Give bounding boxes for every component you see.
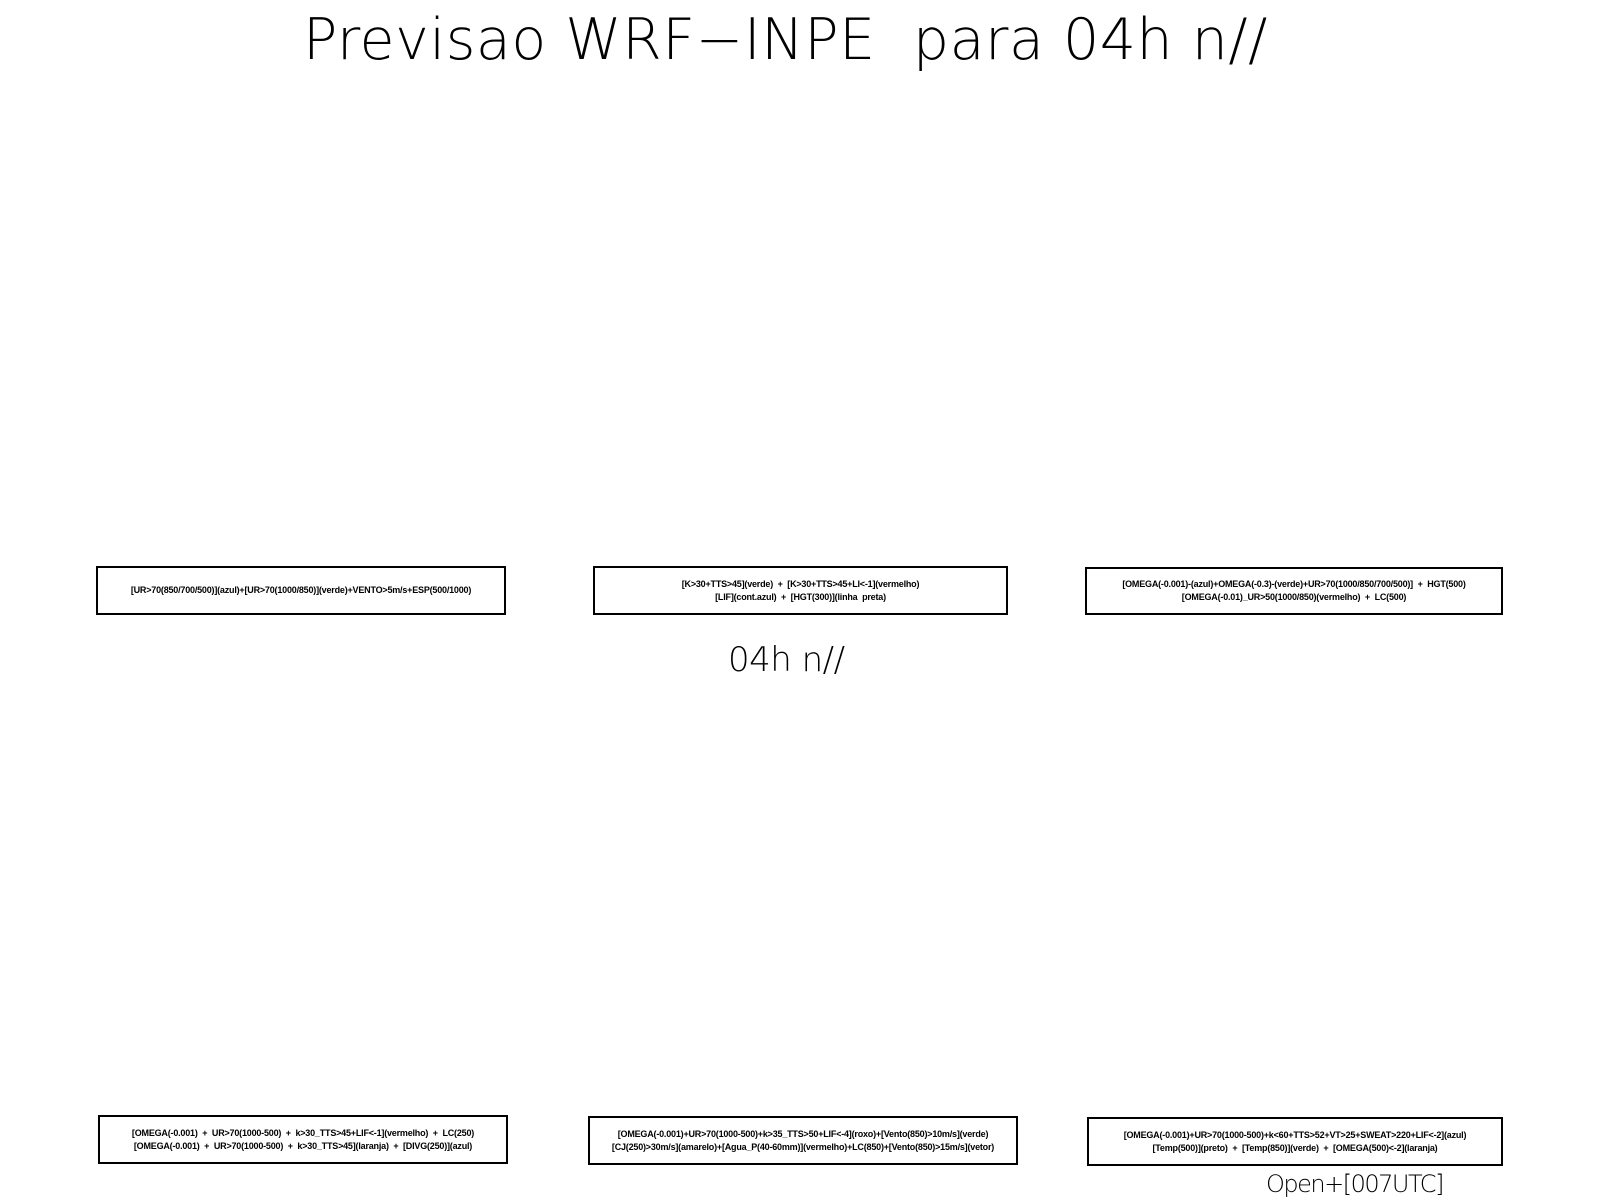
legend-box-bottom-left [98, 1115, 508, 1164]
legend-line: [LIF](cont.azul) + [HGT(300)](linha preta) [715, 591, 886, 602]
legend-box-bottom-center [588, 1116, 1018, 1165]
legend-line: [OMEGA(-0.01)_UR>50(1000/850)(vermelho) + LC(500) [1181, 592, 1407, 602]
legend-line: [UR>70(850/700/500)](azul)+[UR>70(1000/850)](verde)+VENTO>5m/s+ESP(500/1000) [130, 585, 472, 595]
legend-box-top-right [1085, 567, 1503, 615]
legend-line: [OMEGA(-0.001)+UR>70(1000-500)+k>35_TTS>50+LIF<-4](roxo)+[Vento(850)>10m/s](verde) [617, 1128, 989, 1139]
legend-box-top-center [593, 566, 1008, 615]
page-title: Previsao WRF−INPE para 04h n// [303, 7, 1268, 73]
legend-line: [Temp(500)](preto) + [Temp(850)](verde) + [OMEGA(500)<-2](laranja) [1152, 1142, 1438, 1153]
run-time-label: Open+[007UTC] [1266, 1170, 1443, 1198]
legend-box-bottom-right [1087, 1117, 1503, 1166]
forecast-hour-label: 04h n// [728, 640, 845, 680]
legend-line: [OMEGA(-0.001) + UR>70(1000-500) + k>30_TTS>45](laranja) + [DIVG(250)](azul) [133, 1140, 473, 1151]
legend-line: [OMEGA(-0.001) + UR>70(1000-500) + k>30_TTS>45+LIF<-1](vermelho) + LC(250) [131, 1127, 475, 1138]
legend-line: [OMEGA(-0.001)+UR>70(1000-500)+k<60+TTS>52+VT>25+SWEAT>220+LIF<-2](azul) [1123, 1129, 1467, 1140]
legend-box-top-left [96, 566, 506, 615]
legend-line: [OMEGA(-0.001)-(azul)+OMEGA(-0.3)-(verde)+UR>70(1000/850/700/500)] + HGT(500) [1122, 579, 1466, 589]
legend-line: [K>30+TTS>45](verde) + [K>30+TTS>45+LI<-1](vermelho) [681, 578, 920, 589]
legend-line: [CJ(250)>30m/s](amarelo)+[Agua_P(40-60mm)](vermelho)+LC(850)+[Vento(850)>15m/s](vetor) [611, 1141, 995, 1152]
